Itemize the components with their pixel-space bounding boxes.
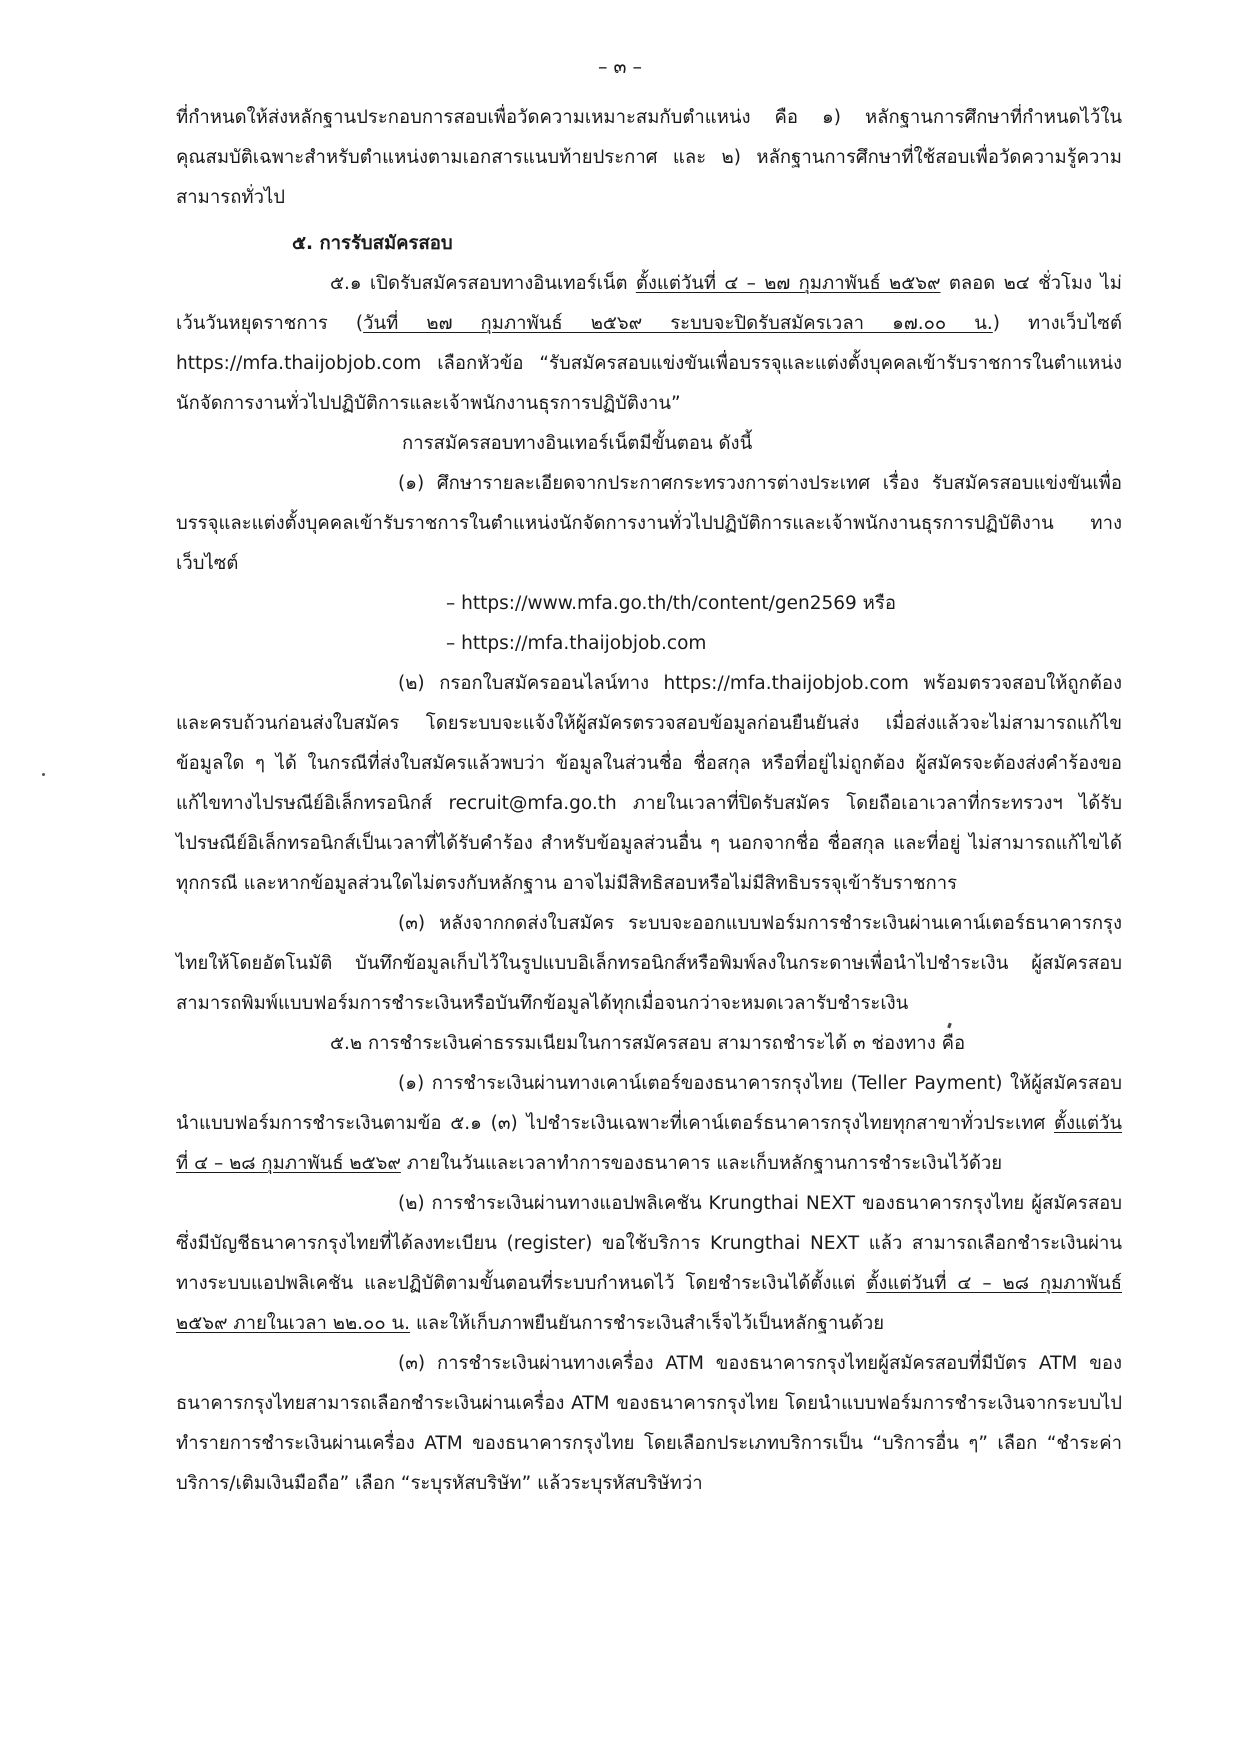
pay2-text-b: และให้เก็บภาพยืนยันการชำระเงินสำเร็จไว้เป็นหลักฐานด้วย <box>410 1313 885 1334</box>
section-5-2-paragraph: ๕.๒ การชำระเงินค่าธรรมเนียมในการสมัครสอบ สามารถชำระได้ ๓ ช่องทาง คือ <box>330 1033 966 1054</box>
s51-close-time: วันที่ ๒๗ กุมภาพันธ์ ๒๕๖๙ ระบบจะปิดรับสมัครเวลา ๑๗.๐๐ น. <box>363 313 993 334</box>
steps-lead: การสมัครสอบทางอินเทอร์เน็ตมีขั้นตอน ดังนี้ <box>402 433 753 454</box>
document-body <box>176 98 1122 1504</box>
step-1-paragraph: (๑) ศึกษารายละเอียดจากประกาศกระทรวงการต่างประเทศ เรื่อง รับสมัครสอบแข่งขันเพื่อบรรจุและแต่งตั้งบุคคลเข้ารับราชการในตำแหน่งนักจัดการงานทั่วไปปฏิบัติการและเจ้าพนักงานธุรการปฏิบัติงาน ทางเว็บไซต์ <box>176 473 1122 574</box>
pay1-period: ตั้งแต่วันที่ ๔ – ๒๘ กุมภาพันธ์ ๒๕๖๙ <box>176 1113 1122 1174</box>
s51-apply-period: ตั้งแต่วันที่ ๔ – ๒๗ กุมภาพันธ์ ๒๕๖๙ <box>635 273 941 294</box>
pay1-text-a: (๑) การชำระเงินผ่านทางเคาน์เตอร์ของธนาคารกรุงไทย (Teller Payment) ให้ผู้สมัครสอบนำแบบฟอร์มการชำระเงินตามข้อ ๕.๑ (๓) ไปชำระเงินเฉพาะที่เคาน์เตอร์ธนาคารกรุงไทยทุกสาขาทั่วประเทศ <box>176 1073 1122 1134</box>
s51-text-c: ) ทางเว็บไซต์ https://mfa.thaijobjob.com เลือกหัวข้อ “รับสมัครสอบแข่งขันเพื่อบรรจุและแต่งตั้งบุคคลเข้ารับราชการในตำแหน่งนักจัดการงานทั่วไปปฏิบัติการและเจ้าพนักงานธุรการปฏิบัติงาน” <box>176 313 1123 414</box>
page-number: – ๓ – <box>597 56 643 78</box>
s51-text-a: ๕.๑ เปิดรับสมัครสอบทางอินเทอร์เน็ต <box>330 273 636 294</box>
payment-1-paragraph <box>176 1064 1122 1184</box>
scan-speck <box>42 773 45 776</box>
step-3-paragraph: (๓) หลังจากกดส่งใบสมัคร ระบบจะออกแบบฟอร์มการชำระเงินผ่านเคาน์เตอร์ธนาคารกรุงไทยให้โดยอัตโนมัติ บันทึกข้อมูลเก็บไว้ในรูปแบบอิเล็กทรอนิกส์หรือพิมพ์ลงในกระดาษเพื่อนำไปชำระเงิน ผู้สมัครสอบสามารถพิมพ์แบบฟอร์มการชำระเงินหรือบันทึกข้อมูลได้ทุกเมื่อจนกว่าจะหมดเวลารับชำระเงิน <box>176 913 1122 1014</box>
url-item: – https://mfa.thaijobjob.com <box>446 633 707 654</box>
url-item: – https://www.mfa.go.th/th/content/gen2569 หรือ <box>446 593 896 614</box>
section-5-1-paragraph <box>176 264 1122 424</box>
s51-text-b: ตลอด ๒๔ ชั่วโมง ไม่เว้นวันหยุดราชการ ( <box>176 273 1123 334</box>
pay1-text-b: ภายในวันและเวลาทำการของธนาคาร และเก็บหลักฐานการชำระเงินไว้ด้วย <box>400 1153 1003 1174</box>
intro-paragraph: ที่กำหนดให้ส่งหลักฐานประกอบการสอบเพื่อวัดความเหมาะสมกับตำแหน่ง คือ ๑) หลักฐานการศึกษาที่กำหนดไว้ในคุณสมบัติเฉพาะสำหรับตำแหน่งตามเอกสารแนบท้ายประกาศ และ ๒) หลักฐานการศึกษาที่ใช้สอบเพื่อวัดความรู้ความสามารถทั่วไป <box>176 107 1122 208</box>
pay2-period: ตั้งแต่วันที่ ๔ – ๒๘ กุมภาพันธ์ ๒๕๖๙ ภายในเวลา ๒๒.๐๐ น. <box>176 1273 1122 1334</box>
payment-2-paragraph <box>176 1184 1122 1344</box>
step-2-paragraph: (๒) กรอกใบสมัครออนไลน์ทาง https://mfa.thaijobjob.com พร้อมตรวจสอบให้ถูกต้องและครบถ้วนก่อนส่งใบสมัคร โดยระบบจะแจ้งให้ผู้สมัครตรวจสอบข้อมูลก่อนยืนยันส่ง เมื่อส่งแล้วจะไม่สามารถแก้ไขข้อมูลใด ๆ ได้ ในกรณีที่ส่งใบสมัครแล้วพบว่า ข้อมูลในส่วนชื่อ ชื่อสกุล หรือที่อยู่ไม่ถูกต้อง ผู้สมัครจะต้องส่งคำร้องขอแก้ไขทางไปรษณีย์อิเล็กทรอนิกส์ recruit@mfa.go.th ภายในเวลาที่ปิดรับสมัคร โดยถือเอาเวลาที่กระทรวงฯ ได้รับไปรษณีย์อิเล็กทรอนิกส์เป็นเวลาที่ได้รับคำร้อง สำหรับข้อมูลส่วนอื่น ๆ นอกจากชื่อ ชื่อสกุล และที่อยู่ ไม่สามารถแก้ไขได้ทุกกรณี และหากข้อมูลส่วนใดไม่ตรงกับหลักฐาน อาจไม่มีสิทธิสอบหรือไม่มีสิทธิบรรจุเข้ารับราชการ <box>176 673 1122 894</box>
section-heading: ๕. การรับสมัครสอบ <box>292 233 453 254</box>
pay2-text-a: (๒) การชำระเงินผ่านทางแอปพลิเคชัน Krungthai NEXT ของธนาคารกรุงไทย ผู้สมัครสอบซึ่งมีบัญชีธนาคารกรุงไทยที่ได้ลงทะเบียน (register) ขอใช้บริการ Krungthai NEXT แล้ว สามารถเลือกชำระเงินผ่านทางระบบแอปพลิเคชัน และปฏิบัติตามขั้นตอนที่ระบบกำหนดไว้ โดยชำระเงินได้ตั้งแต่ <box>176 1193 1122 1294</box>
payment-3-paragraph: (๓) การชำระเงินผ่านทางเครื่อง ATM ของธนาคารกรุงไทยผู้สมัครสอบที่มีบัตร ATM ของธนาคารกรุงไทยสามารถเลือกชำระเงินผ่านเครื่อง ATM ของธนาคารกรุงไทย โดยนำแบบฟอร์มการชำระเงินจากระบบไปทำรายการชำระเงินผ่านเครื่อง ATM ของธนาคารกรุงไทย โดยเลือกประเภทบริการเป็น “บริการอื่น ๆ” เลือก “ชำระค่าบริการ/เติมเงินมือถือ” เลือก “ระบุรหัสบริษัท” แล้วระบุรหัสบริษัทว่า <box>176 1353 1122 1494</box>
